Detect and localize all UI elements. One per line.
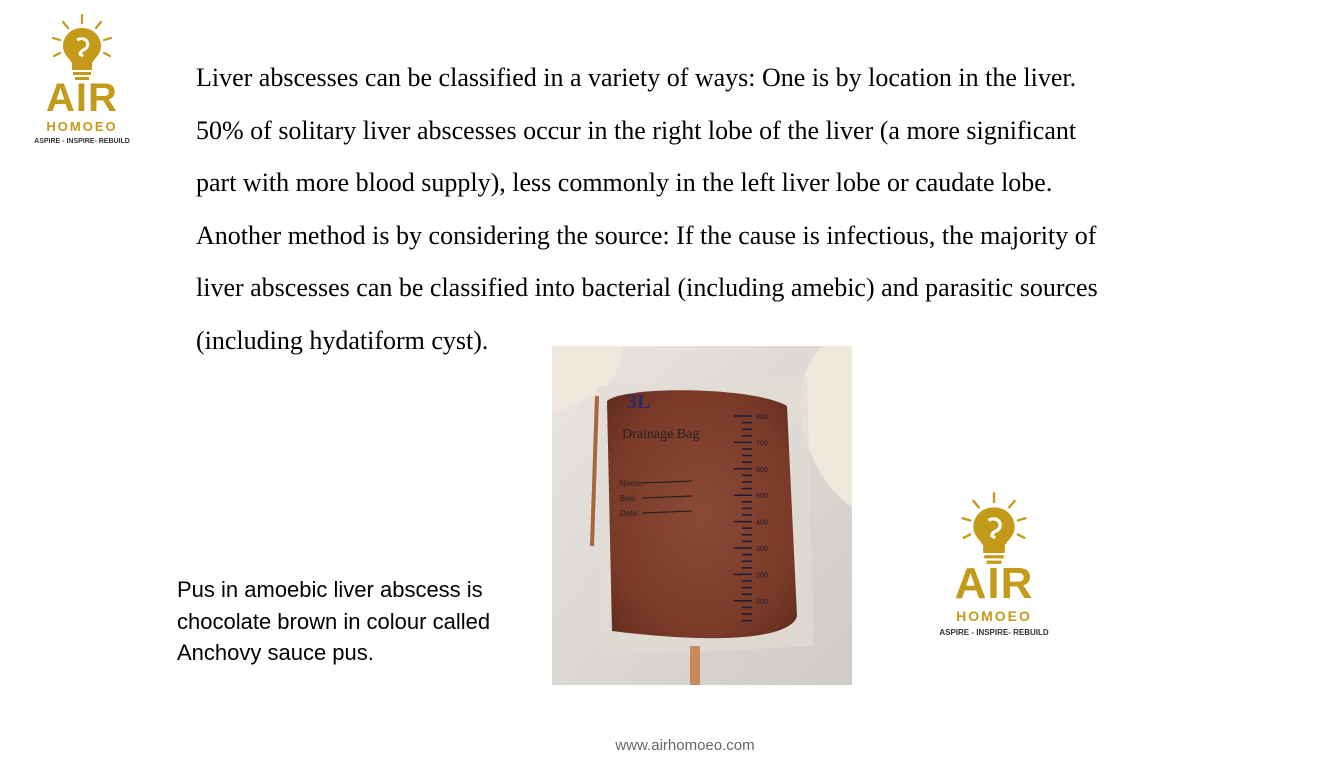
scale-label: 600 [756,466,768,474]
svg-text:3L: 3L [627,391,651,413]
svg-text:Date:: Date: [620,509,640,518]
caption-line: chocolate brown in colour called [177,608,491,634]
scale-label: 200 [756,572,768,580]
paragraph-line: 50% of solitary liver abscesses occur in the right lobe of the liver (a more significant [196,115,1077,145]
logo-name: AIR [954,559,1034,608]
scale-label: 700 [756,440,768,448]
scale-label: 300 [756,546,768,553]
footer-url[interactable]: www.airhomoeo.com [615,737,755,754]
scale-label: 500 [756,493,768,501]
logo-subtitle: HOMOEO [956,608,1032,624]
main-paragraph [196,52,1226,367]
photo-caption [177,574,547,669]
scale-label: 400 [756,519,768,527]
paragraph-line: (including hydatiform cyst). [196,325,489,355]
bulb-icon [956,490,1032,566]
scale-label: 100 [756,598,768,606]
logo-tagline: ASPIRE - INSPIRE- REBUILD [939,628,1049,637]
drainage-bag-photo [552,346,852,685]
paragraph-line: Liver abscesses can be classified in a variety of ways: One is by location in the liver. [196,63,1077,92]
logo-name: AIR [46,76,118,120]
bulb-icon [47,12,117,82]
caption-line: Pus in amoebic liver abscess is [177,577,483,602]
scale-label: 800 [756,414,768,421]
logo-top [28,12,136,145]
bag-label: Drainage Bag [622,427,700,442]
paragraph-line: liver abscesses can be classified into bacterial (including amebic) and parasitic sources [196,273,1098,302]
logo-subtitle: HOMOEO [46,119,118,134]
svg-text:Bed:: Bed: [620,494,637,503]
paragraph-line: part with more blood supply), less commonly in the left liver lobe or caudate lobe. [196,168,1053,197]
svg-text:Name:: Name: [620,479,644,488]
logo-watermark [933,490,1055,637]
caption-line: Anchovy sauce pus. [177,640,374,665]
paragraph-line: Another method is by considering the source: If the cause is infectious, the majority of [196,220,1097,250]
logo-tagline: ASPIRE - INSPIRE- REBUILD [34,138,130,145]
